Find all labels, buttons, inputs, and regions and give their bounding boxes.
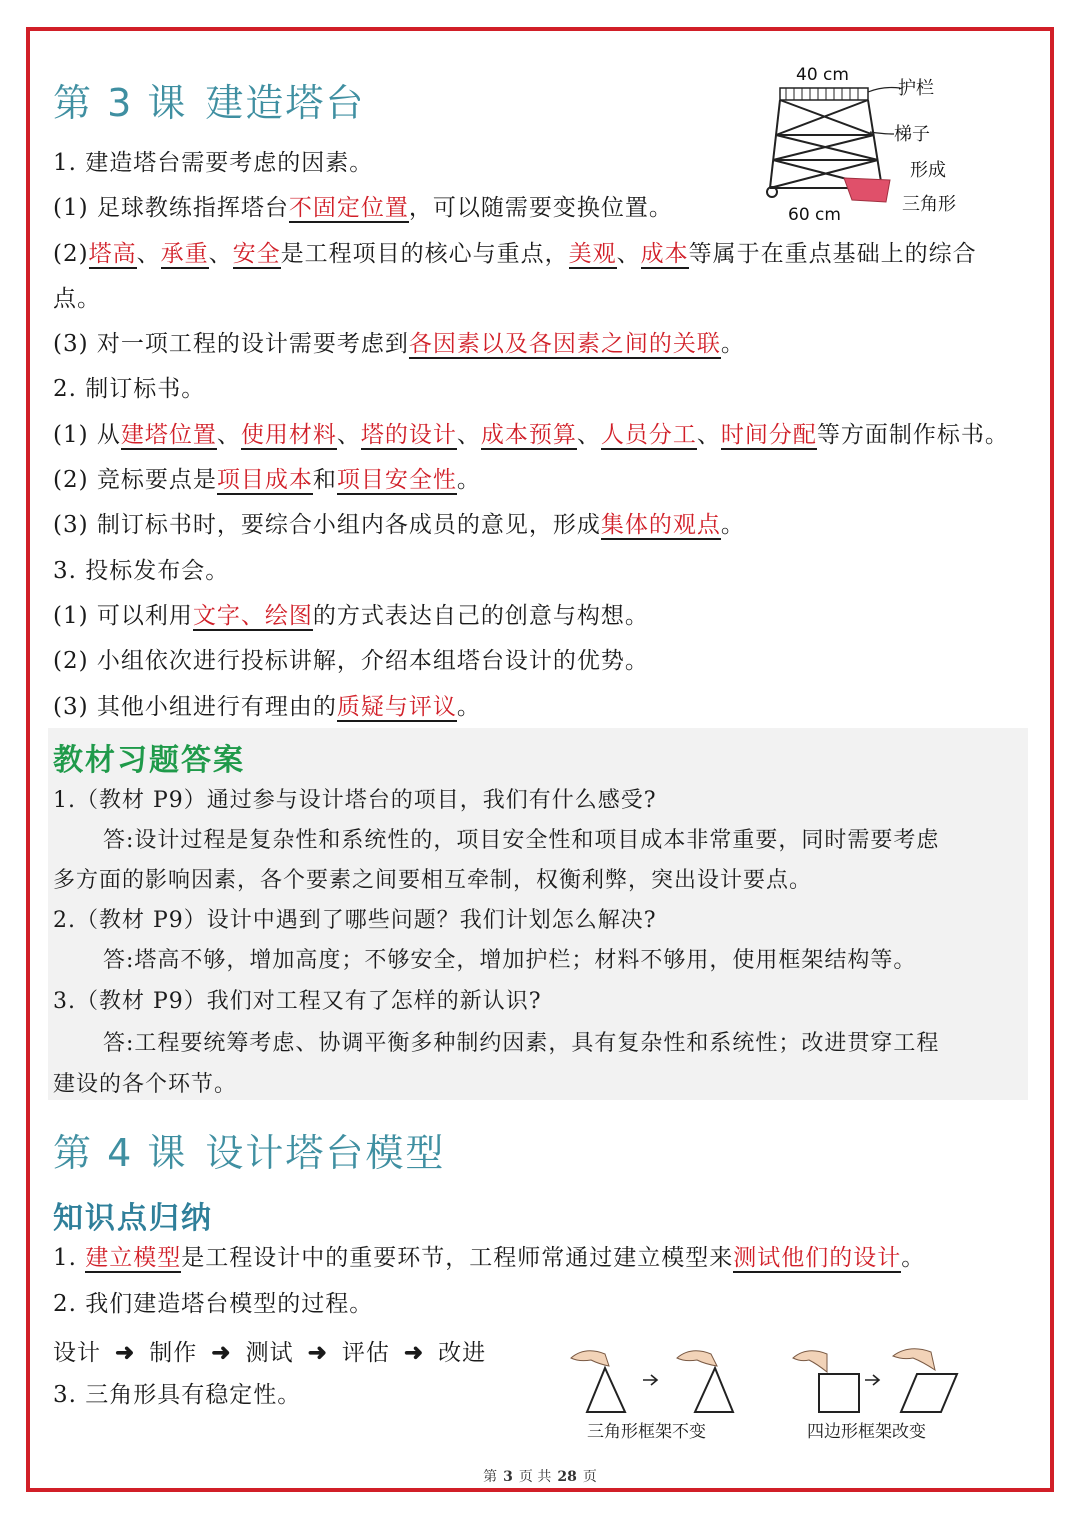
arrow-right-icon: ➜ xyxy=(115,1339,136,1366)
s2-p1-text2: 等方面制作标书。 xyxy=(816,422,1009,448)
footer-post: 页 xyxy=(582,1469,597,1485)
exercise-heading: 教材习题答案 xyxy=(53,743,245,778)
s2-p2-key2: 项目安全性 xyxy=(336,467,457,493)
s2-p3-key: 集体的观点 xyxy=(600,512,721,538)
s1-p1 xyxy=(53,193,673,223)
figure-caption-triangle: 三角形框架不变 xyxy=(587,1422,706,1442)
s2-p2-text: (2) 竞标要点是 xyxy=(53,467,217,493)
s2-p2-key1: 项目成本 xyxy=(216,467,313,493)
lesson4-title xyxy=(53,1122,445,1177)
s2-p1-sep3: 、 xyxy=(456,422,481,448)
l4-p1-key2: 测试他们的设计 xyxy=(733,1245,902,1271)
footer-mid: 页 共 xyxy=(518,1469,552,1485)
triangle-shape xyxy=(587,1368,625,1412)
flow-step-improve: 改进 xyxy=(438,1340,487,1366)
s1-p2-key3: 安全 xyxy=(232,241,281,267)
s1-p3-text: (3) 对一项工程的设计需要考虑到 xyxy=(53,331,409,357)
tower-figure xyxy=(758,60,978,230)
l4-p3: 3. 三角形具有稳定性。 xyxy=(53,1382,302,1408)
s2-p1-sep5: 、 xyxy=(696,422,721,448)
s1-p2-text: 是工程项目的核心与重点， xyxy=(280,241,569,267)
exercise-a3-line2: 建设的各个环节。 xyxy=(53,1072,238,1097)
arrow-right-icon: ➜ xyxy=(211,1339,232,1366)
s1-p2-key4: 美观 xyxy=(568,241,617,267)
s3-p1-text2: 的方式表达自己的创意与构想。 xyxy=(312,603,649,629)
s1-p1-text: (1) 足球教练指挥塔台 xyxy=(53,195,289,221)
s2-p2 xyxy=(53,465,481,495)
s3-p2: (2) 小组依次进行投标讲解，介绍本组塔台设计的优势。 xyxy=(53,648,649,674)
s3-p1-key: 文字、绘图 xyxy=(192,603,313,629)
footer-page-number: 3 xyxy=(503,1469,513,1485)
s3-heading: 3. 投标发布会。 xyxy=(53,558,230,584)
s2-p1-key2: 使用材料 xyxy=(240,422,337,448)
l4-p1-num: 1. xyxy=(53,1245,86,1271)
flow-step-evaluate: 评估 xyxy=(341,1340,390,1366)
flow-step-test: 测试 xyxy=(245,1340,294,1366)
s1-p2-sep1: 、 xyxy=(136,241,161,267)
s3-p1 xyxy=(53,601,649,631)
s2-p1 xyxy=(53,420,1009,450)
s1-p1-text2: ，可以随需要变换位置。 xyxy=(408,195,673,221)
tower-top-label: 40 cm xyxy=(796,65,849,85)
s2-p3-end: 。 xyxy=(720,512,745,538)
s2-p3 xyxy=(53,510,745,540)
s1-p2-sep3: 、 xyxy=(616,241,641,267)
s3-p3-text: (3) 其他小组进行有理由的 xyxy=(53,694,337,720)
exercise-a1-line1: 答:设计过程是复杂性和系统性的，项目安全性和项目成本非常重要，同时需要考虑 xyxy=(103,828,940,853)
s1-p2-key1: 塔高 xyxy=(88,241,137,267)
l4-p1-key1: 建立模型 xyxy=(85,1245,182,1271)
s1-p3-key: 各因素以及各因素之间的关联 xyxy=(408,331,721,357)
s2-p1-key3: 塔的设计 xyxy=(360,422,457,448)
s1-p2-text2: 等属于在重点基础上的综合 xyxy=(688,241,977,267)
lesson3-title-name: 建造塔台 xyxy=(205,81,366,125)
s1-p2 xyxy=(53,239,977,269)
process-flow xyxy=(53,1334,486,1367)
s2-p2-and: 和 xyxy=(312,467,337,493)
s2-p3-text: (3) 制订标书时，要综合小组内各成员的意见，形成 xyxy=(53,512,601,538)
s2-p1-sep2: 、 xyxy=(336,422,361,448)
exercise-q1: 1.（教材 P9）通过参与设计塔台的项目，我们有什么感受? xyxy=(53,788,657,813)
l4-p1-end: 。 xyxy=(901,1245,926,1271)
s3-p3 xyxy=(53,692,481,722)
s2-p1-key6: 时间分配 xyxy=(720,422,817,448)
s2-p1-key4: 成本预算 xyxy=(480,422,577,448)
tower-label-guardrail: 护栏 xyxy=(898,78,934,99)
s2-p2-end: 。 xyxy=(456,467,481,493)
lesson4-title-name: 设计塔台模型 xyxy=(205,1131,446,1175)
s2-p1-key5: 人员分工 xyxy=(600,422,697,448)
exercise-a3-line1: 答:工程要统筹考虑、协调平衡多种制约因素，具有复杂性和系统性；改进贯穿工程 xyxy=(103,1031,940,1056)
flow-step-design: 设计 xyxy=(53,1340,101,1366)
footer-total-pages: 28 xyxy=(557,1469,577,1485)
figure-caption-quadrilateral: 四边形框架改变 xyxy=(807,1422,926,1442)
s1-p2-num: (2) xyxy=(53,241,89,267)
knowledge-heading: 知识点归纳 xyxy=(53,1201,213,1236)
s2-p1-key1: 建塔位置 xyxy=(120,422,217,448)
l4-p1 xyxy=(53,1243,925,1273)
tower-label-triangle-1: 形成 xyxy=(910,160,946,181)
exercise-q2: 2.（教材 P9）设计中遇到了哪些问题？我们计划怎么解决? xyxy=(53,908,657,933)
stability-figure xyxy=(565,1340,965,1420)
s1-p2-key5: 成本 xyxy=(640,241,689,267)
page-footer xyxy=(0,1466,1080,1486)
flow-step-make: 制作 xyxy=(149,1340,198,1366)
lesson3-title xyxy=(53,72,365,127)
s1-heading: 1. 建造塔台需要考虑的因素。 xyxy=(53,150,374,176)
tower-label-triangle-2: 三角形 xyxy=(902,194,956,215)
tower-bottom-label: 60 cm xyxy=(788,205,841,225)
s1-p2-key2: 承重 xyxy=(160,241,209,267)
s3-p1-text: (1) 可以利用 xyxy=(53,603,193,629)
arrow-right-icon: ➜ xyxy=(307,1339,328,1366)
lesson4-title-num: 第 4 课 xyxy=(53,1131,188,1175)
s2-p1-text: (1) 从 xyxy=(53,422,121,448)
s1-p3 xyxy=(53,329,745,359)
s1-p2-cont: 点。 xyxy=(53,286,101,312)
s1-p1-key: 不固定位置 xyxy=(288,195,409,221)
l4-p2: 2. 我们建造塔台模型的过程。 xyxy=(53,1291,374,1317)
s3-p3-end: 。 xyxy=(456,694,481,720)
lesson3-title-num: 第 3 课 xyxy=(53,81,188,125)
s2-p1-sep4: 、 xyxy=(576,422,601,448)
footer-pre: 第 xyxy=(483,1469,498,1485)
s2-p1-sep1: 、 xyxy=(216,422,241,448)
s1-p2-sep2: 、 xyxy=(208,241,233,267)
arrow-right-icon: ➜ xyxy=(403,1339,425,1366)
exercise-a2: 答:塔高不够，增加高度；不够安全，增加护栏；材料不够用，使用框架结构等。 xyxy=(103,948,917,973)
exercise-q3: 3.（教材 P9）我们对工程又有了怎样的新认识? xyxy=(53,989,542,1014)
exercise-a1-line2: 多方面的影响因素，各个要素之间要相互牵制，权衡利弊，突出设计要点。 xyxy=(53,868,813,893)
l4-p1-text: 是工程设计中的重要环节，工程师常通过建立模型来 xyxy=(181,1245,734,1271)
s1-p3-end: 。 xyxy=(720,331,745,357)
tower-label-ladder: 梯子 xyxy=(894,124,930,145)
s2-heading: 2. 制订标书。 xyxy=(53,376,206,402)
s3-p3-key: 质疑与评议 xyxy=(336,694,457,720)
